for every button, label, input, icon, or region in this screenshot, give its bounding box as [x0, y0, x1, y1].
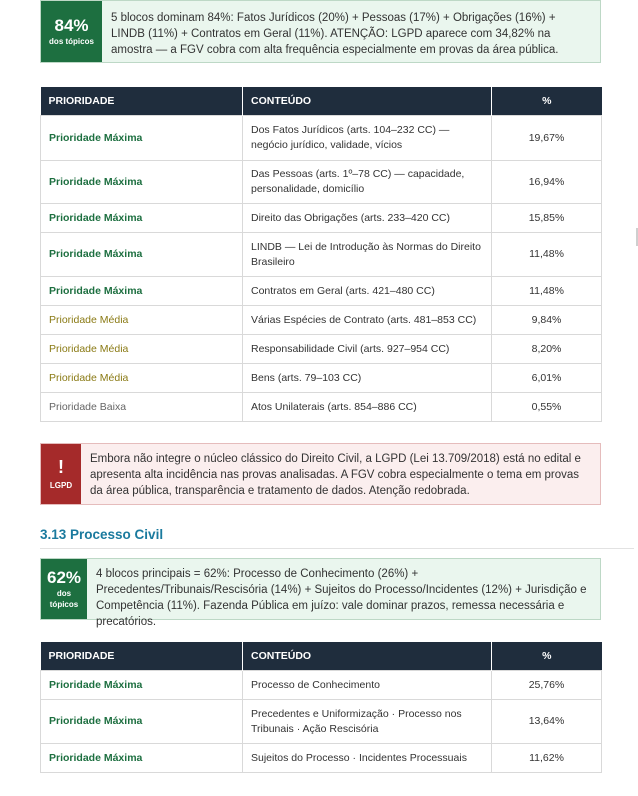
content-cell: LINDB — Lei de Introdução às Normas do Direito Brasileiro — [243, 233, 492, 277]
column-header-priority: PRIORIDADE — [41, 642, 243, 671]
table-row — [41, 204, 602, 233]
content-cell: Bens (arts. 79–103 CC) — [243, 364, 492, 393]
table-row — [41, 700, 602, 744]
percent-cell: 11,62% — [492, 744, 602, 773]
table-row — [41, 335, 602, 364]
badge-subtitle: dos tópicos — [49, 37, 94, 46]
priority-cell: Prioridade Média — [41, 335, 243, 364]
priority-cell: Prioridade Máxima — [41, 233, 243, 277]
priority-cell: Prioridade Máxima — [41, 671, 243, 700]
table-row — [41, 306, 602, 335]
callout-text: 4 blocos principais = 62%: Processo de Conhecimento (26%) + Precedentes/Tribunais/Rescisória (14%) + Sujeitos do Processo/Incidentes (12%) + Jurisdição e Competência (11%). Fazenda Pública em juízo: vale dominar prazos, remessa necessária e precatórios. — [96, 568, 587, 628]
priority-cell: Prioridade Máxima — [41, 204, 243, 233]
callout-text: 5 blocos dominam 84%: Fatos Jurídicos (20%) + Pessoas (17%) + Obrigações (16%) + LINDB (11%) + Contratos em Geral (11%). ATENÇÃO: LGPD aparece com 34,82% na amostra — a FGV cobra com alta frequência especialmente em provas da área pública. — [111, 12, 559, 56]
exclamation-icon: ! — [58, 456, 64, 477]
table-row — [41, 161, 602, 204]
table-row — [41, 393, 602, 422]
content-cell: Das Pessoas (arts. 1º–78 CC) — capacidade, personalidade, domicílio — [243, 161, 492, 204]
table-header-row — [41, 87, 602, 116]
percentage-badge — [41, 1, 102, 62]
column-header-content: CONTEÚDO — [243, 642, 492, 671]
percent-cell: 0,55% — [492, 393, 602, 422]
percent-cell: 6,01% — [492, 364, 602, 393]
priority-table-civil — [40, 87, 602, 422]
percent-cell: 8,20% — [492, 335, 602, 364]
percent-cell: 15,85% — [492, 204, 602, 233]
column-header-percent: % — [492, 642, 602, 671]
priority-cell: Prioridade Média — [41, 364, 243, 393]
percentage-badge — [41, 559, 87, 619]
callout-summary-civil — [40, 0, 601, 63]
percent-cell: 9,84% — [492, 306, 602, 335]
percent-cell: 11,48% — [492, 233, 602, 277]
priority-cell: Prioridade Baixa — [41, 393, 243, 422]
percent-cell: 11,48% — [492, 277, 602, 306]
content-cell: Várias Espécies de Contrato (arts. 481–853 CC) — [243, 306, 492, 335]
percent-cell: 16,94% — [492, 161, 602, 204]
content-cell: Processo de Conhecimento — [243, 671, 492, 700]
badge-subtitle-line2: tópicos — [49, 600, 79, 609]
content-cell: Sujeitos do Processo · Incidentes Processuais — [243, 744, 492, 773]
column-header-priority: PRIORIDADE — [41, 87, 243, 116]
badge-percentage: 84% — [54, 16, 89, 35]
percent-cell: 25,76% — [492, 671, 602, 700]
priority-cell: Prioridade Média — [41, 306, 243, 335]
priority-table-processo — [40, 642, 602, 773]
table-row — [41, 277, 602, 306]
section-heading: 3.13 Processo Civil — [40, 527, 164, 542]
priority-cell: Prioridade Máxima — [41, 116, 243, 161]
table-row — [41, 744, 602, 773]
table-row — [41, 116, 602, 161]
badge-subtitle: LGPD — [49, 480, 73, 490]
table-header-row — [41, 642, 602, 671]
content-cell: Direito das Obrigações (arts. 233–420 CC) — [243, 204, 492, 233]
section-divider — [40, 548, 634, 549]
table-row — [41, 364, 602, 393]
callout-lgpd-warning — [40, 443, 601, 505]
content-cell: Responsabilidade Civil (arts. 927–954 CC) — [243, 335, 492, 364]
content-cell: Atos Unilaterais (arts. 854–886 CC) — [243, 393, 492, 422]
column-header-percent: % — [492, 87, 602, 116]
badge-subtitle-line1: dos — [56, 589, 72, 598]
table-row — [41, 671, 602, 700]
table-row — [41, 233, 602, 277]
priority-cell: Prioridade Máxima — [41, 161, 243, 204]
priority-cell: Prioridade Máxima — [41, 277, 243, 306]
priority-cell: Prioridade Máxima — [41, 700, 243, 744]
callout-text: Embora não integre o núcleo clássico do Direito Civil, a LGPD (Lei 13.709/2018) está no edital e apresenta alta incidência nas provas analisadas. A FGV cobra especialmente o tema em provas da área pública, transparência e tratamento de dados. Atenção redobrada. — [90, 453, 581, 497]
content-cell: Precedentes e Uniformização · Processo nos Tribunais · Ação Rescisória — [243, 700, 492, 744]
content-cell: Dos Fatos Jurídicos (arts. 104–232 CC) — negócio jurídico, validade, vícios — [243, 116, 492, 161]
content-cell: Contratos em Geral (arts. 421–480 CC) — [243, 277, 492, 306]
percent-cell: 13,64% — [492, 700, 602, 744]
priority-cell: Prioridade Máxima — [41, 744, 243, 773]
callout-summary-processo — [40, 558, 601, 628]
warning-badge — [41, 444, 81, 504]
badge-percentage: 62% — [46, 568, 82, 587]
column-header-content: CONTEÚDO — [243, 87, 492, 116]
percent-cell: 19,67% — [492, 116, 602, 161]
